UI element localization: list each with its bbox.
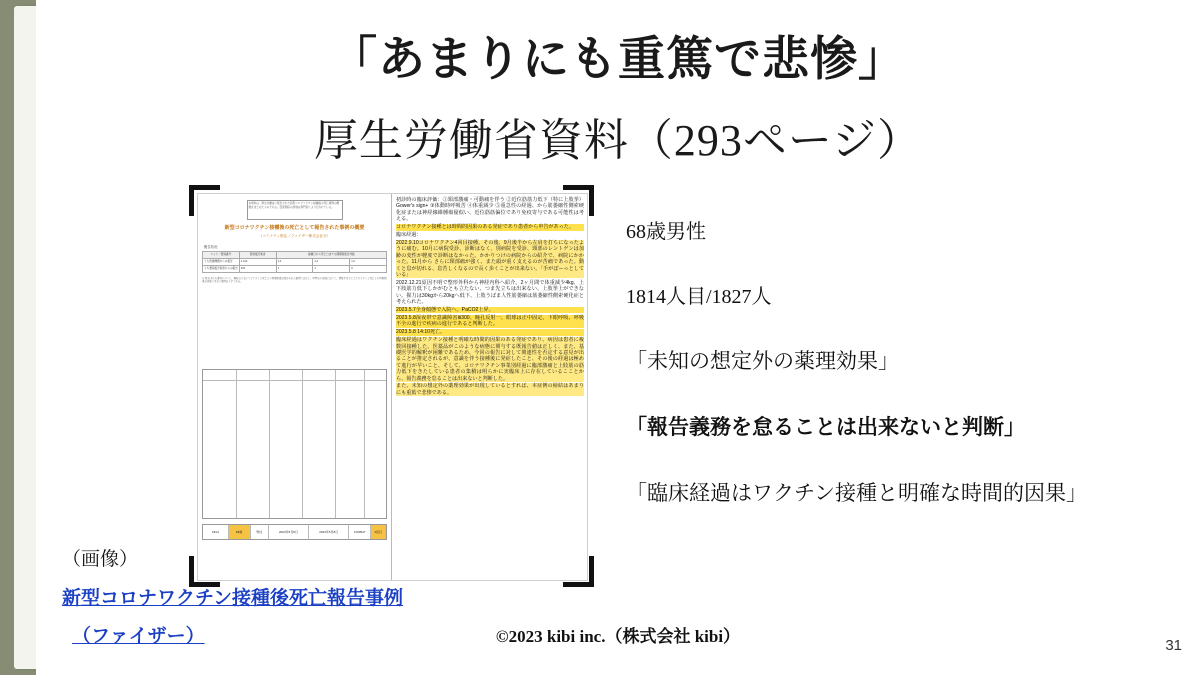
source-link-line2[interactable]: （ファイザー）: [72, 626, 205, 647]
narrative-paragraph: 臨床経過：: [396, 232, 422, 239]
narrative-paragraph: 2022.12.21原因不明で整形外科から神経内科へ紹介。2ヶ月間で体重減少4kg、上下肢筋力低下しかがむとも立たない、つま先立ちは出来ない、上肢挙上ができない。握力は30kgから20kgへ低下、上肢うばま人性筋萎縮は筋萎縮性側索硬化症と考えられた。: [396, 279, 584, 306]
annotation-case-index: 1814人目/1827人: [626, 286, 772, 308]
image-caption: （画像）: [62, 549, 139, 570]
document-narrative: [392, 194, 587, 580]
document-case-row: [202, 524, 387, 540]
narrative-paragraph: コロナワクチン接種とは時間的因果のある発症であり患者から申告があった。: [396, 224, 584, 230]
narrative-paragraph: 臨床経過はワクチン接種と明確な時間的因果のある発症であり、病因は患者に複数回接種した。医薬品がこのような病態に関与する既報告値は正しく、また、基礎医学的解釈が困難であるため、今回の報告に対して関連性を否定する意見が出ることが推定されるが、意識を伴う接種後に発症したこと、その後の経過は極めて進行が早いこと、そして、コロナワクチン事業別経過に臨部激痛と上肢筋の筋力低下をきたしている患者の集積は明らかに実臨床上に存在しているこことから、報告義務を怠ることは出来ないと判断した。: [396, 337, 584, 382]
document-left-column: [198, 194, 392, 580]
table-header-cell: ロット／製造番号: [203, 252, 240, 259]
narrative-paragraph: 2023.5.7全身傾態で入院へ。PaCO2上昇。: [396, 307, 584, 313]
table-cell: 1: [313, 266, 350, 273]
narrative-paragraph: 初診時の臨床評価：①頸部激痛・可動痛を伴う ②近位筋筋力低下（特に上肢挙）Gower's sign+ ③体動時呼吸苦 ④体重減少 ⑤重急性の経過、から筋萎縮性側索硬化症または神経線維腫瘍疑似い、近位筋筋偏位であり免疫寄与である可能性は考える。: [396, 197, 584, 223]
document-section-label: 報告状況: [204, 244, 218, 249]
table-header-cell: 接種日から死亡日までの期間別報告件数: [276, 252, 386, 259]
case-dose: 4回目: [371, 525, 386, 539]
annotation-quote-causality: 「臨床経過はワクチン接種と明確な時間的因果」: [626, 481, 1087, 505]
document-footnote: ※ 報告された事例について、現時点においてワクチンと死亡との因果関係が認められた事例ではない。専門家の評価において、情報不足等によりワクチンと死亡との因果関係が評価できない事例が大半である。: [202, 277, 387, 284]
slide-body: [36, 0, 1200, 675]
crop-corner-icon: [189, 185, 220, 216]
source-link-line1[interactable]: 新型コロナワクチン接種後死亡報告事例: [62, 588, 404, 609]
table-row-label: うち製造販売業者からの報告: [203, 266, 240, 273]
annotation-patient: 68歳男性: [626, 221, 706, 243]
table-header-cell: 製造販売業者: [239, 252, 276, 259]
table-cell: 0: [350, 266, 387, 273]
document-page: [197, 193, 588, 581]
table-row-label: うち医療機関からの報告: [203, 259, 240, 266]
document-header-box: 本資料は、厚生労働省に報告された新型コロナワクチン接種後の死亡事例の概要をまとめたものである。因果関係の評価は専門家により行われている。: [247, 200, 343, 220]
table-cell: 415: [239, 266, 276, 273]
table-cell: 1,0: [350, 259, 387, 266]
table-cell: 1,412: [239, 259, 276, 266]
case-number: 1814: [203, 525, 229, 539]
page-number: 31: [1165, 637, 1182, 654]
copyright-notice: ©2023 kibi inc.（株式会社 kibi）: [495, 627, 741, 646]
document-summary-table: [202, 251, 387, 273]
narrative-paragraph: 2023.5.8 14:10死亡。: [396, 329, 584, 335]
annotation-quote-duty: 「報告義務を怠ることは出来ないと判断」: [626, 415, 1025, 439]
case-lot: FW0547: [349, 525, 371, 539]
crop-corner-icon: [563, 185, 594, 216]
table-cell: 1,0: [276, 259, 313, 266]
narrative-paragraph: また、未知の想定外の薬理効果が出現しているとすれば、本症例の帰結はあまりにも重篤で悲惨である。: [396, 383, 584, 396]
narrative-paragraph: 2022.9.10コロナワクチン4回目接種。その後、9月後半から左肩を打ちになったように痛む。10月に病院受診、診断はなく、別病院を受診、頸部のレントゲンは加齢の変性が軽度で診断はなかった。かかりつけの病院からの紹介で、病院にかかった。11月から さらに頸部痛が強く、また頭が重く支えるのが苦痛であった。動くと息が切れる、息苦しくなるので長く歩くことが出来ない。「手がぼーっとしている」: [396, 239, 584, 278]
table-cell: 1: [276, 266, 313, 273]
page-subtitle: 厚生労働省資料（293ページ）: [313, 116, 923, 165]
page-title: 「あまりにも重篤で悲惨」: [330, 34, 906, 86]
document-report-subtitle: （コミナティ筋注／ファイザー株式会社分）: [258, 233, 331, 238]
narrative-paragraph: 2023.5.8深夜帯で意識障害Ⅲ300、瞳孔反射一、眼球は正中固定、下眼呼吸、呼吸不全の進行で疾病の進行であると判断した。: [396, 314, 584, 328]
document-report-title: 新型コロナワクチン接種後の死亡として報告された事例の概要: [224, 225, 365, 231]
table-cell: 1,4: [313, 259, 350, 266]
case-vaccination-date: 2023年5月8日: [269, 525, 309, 539]
case-death-date: 2023年5月8日: [309, 525, 349, 539]
document-image[interactable]: [189, 185, 594, 587]
annotation-quote-pharmacology: 「未知の想定外の薬理効果」: [626, 349, 899, 373]
document-blank-grid: [202, 369, 387, 519]
crop-corner-icon: [563, 556, 594, 587]
case-age: 68歳: [229, 525, 251, 539]
annotation-list: [626, 215, 1196, 543]
case-sex: 男性: [251, 525, 269, 539]
